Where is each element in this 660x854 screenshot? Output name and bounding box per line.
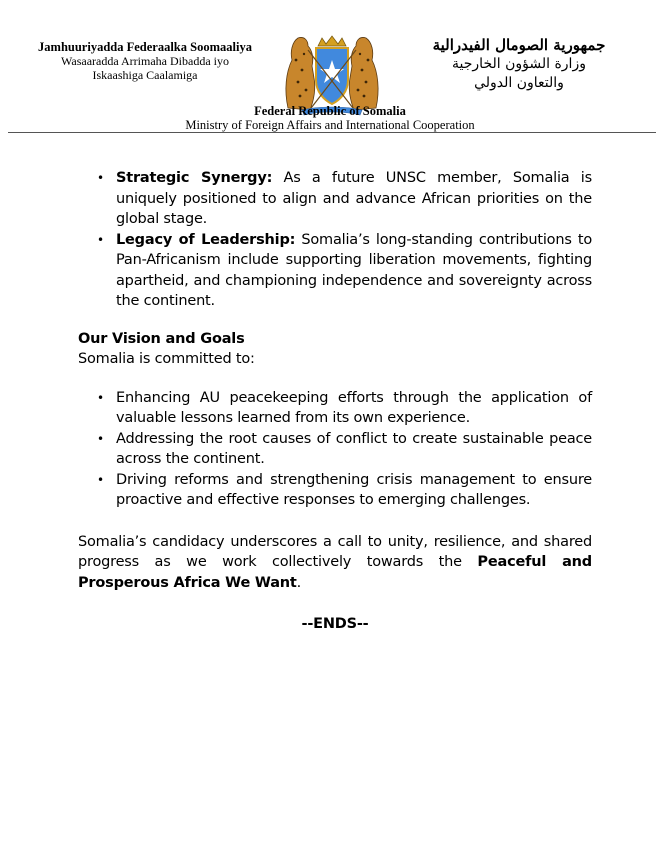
arabic-republic-name: جمهورية الصومال الفيدرالية — [432, 36, 606, 54]
document-body — [78, 168, 592, 635]
header-divider — [8, 132, 656, 133]
list-item — [116, 168, 592, 230]
closing-end: . — [296, 574, 302, 591]
section-intro: Somalia is committed to: — [78, 351, 255, 367]
bullet-lead: Strategic Synergy: — [116, 170, 273, 186]
closing-text: Somalia’s candidacy underscores a call to unity, resilience, and shared progress as we work collectively towards the — [78, 533, 592, 570]
arabic-ministry-line1: وزارة الشؤون الخارجية — [452, 56, 586, 72]
letterhead — [0, 0, 660, 135]
arabic-ministry-line2: والتعاون الدولي — [474, 75, 564, 91]
list-item: • Addressing the root causes of conflict to create sustainable peace across the continent. — [116, 429, 592, 470]
english-ministry-name: Ministry of Foreign Affairs and International Cooperation — [185, 118, 475, 132]
vision-goals-list — [78, 388, 592, 511]
list-item: • Driving reforms and strengthening crisis management to ensure proactive and effective responses to emerging challenges. — [116, 470, 592, 511]
bullet-text: Somalia’s long-standing contributions to Pan-Africanism include supporting liberation movements, fighting apartheid, and championing independence and sovereignty across the continent. — [116, 231, 592, 309]
ends-marker: --ENDS-- — [301, 616, 369, 632]
closing-emphasis: Peaceful and Prosperous Africa We Want — [78, 554, 592, 591]
closing-paragraph — [78, 532, 592, 594]
somali-name-block — [20, 40, 270, 82]
somali-republic-name: Jamhuuriyadda Federaalka Soomaaliya — [38, 40, 252, 54]
english-name-block — [0, 104, 660, 132]
list-item: • Enhancing AU peacekeeping efforts through the application of valuable lessons learned from its own experience. — [116, 388, 592, 429]
bullet-list-top — [78, 168, 592, 312]
somali-ministry-line2: Iskaashiga Caalamiga — [92, 68, 198, 82]
bullet-text: As a future UNSC member, Somalia is uniquely positioned to align and advance African priorities on the global stage. — [116, 170, 592, 227]
english-republic-name: Federal Republic of Somalia — [254, 104, 406, 118]
arabic-name-block — [388, 36, 650, 93]
list-item — [116, 230, 592, 312]
somali-ministry-line1: Wasaaradda Arrimaha Dibadda iyo — [61, 54, 229, 68]
bullet-lead: Legacy of Leadership: — [116, 231, 296, 248]
section-heading: Our Vision and Goals — [78, 330, 245, 347]
